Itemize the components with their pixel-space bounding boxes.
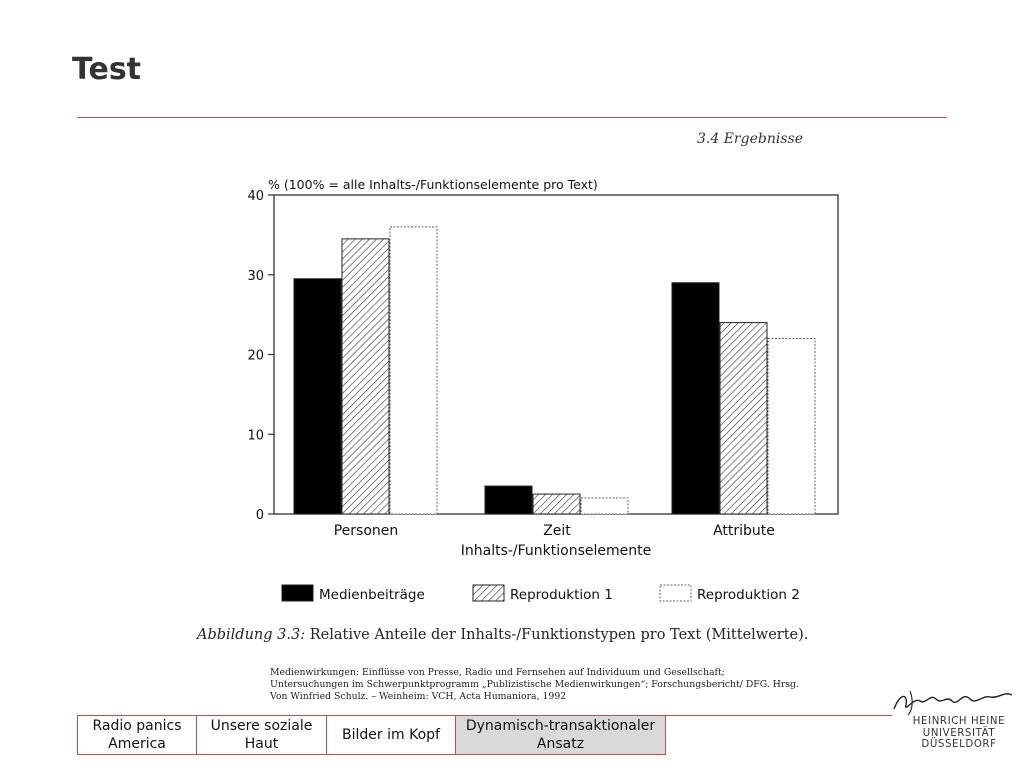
- source-line: Von Winfried Schulz. – Weinheim: VCH, Acta Humaniora, 1992: [270, 691, 567, 702]
- section-heading: 3.4 Ergebnisse: [697, 131, 803, 147]
- legend-swatch: [660, 585, 691, 601]
- nav-item-label: Radio panics America: [92, 718, 182, 752]
- y-tick-label: 10: [247, 428, 264, 444]
- nav-item-label: Dynamisch-transaktionaler Ansatz: [465, 718, 656, 752]
- bar: [485, 486, 532, 514]
- bar: [342, 239, 389, 514]
- bar: [581, 498, 628, 514]
- nav-item-bilder-im-kopf[interactable]: [326, 715, 456, 755]
- y-tick-label: 40: [247, 189, 264, 204]
- x-tick-label: Personen: [333, 523, 399, 539]
- slide-title: Test: [72, 52, 142, 87]
- x-tick-label: Zeit: [543, 523, 571, 539]
- legend-label: Reproduktion 2: [697, 587, 800, 603]
- bar: [720, 323, 767, 514]
- logo-line: HEINRICH HEINE: [912, 716, 1006, 727]
- signature-icon: [890, 687, 1018, 717]
- logo-text: [909, 716, 1009, 751]
- caption-text: Relative Anteile der Inhalts-/Funktionstypen pro Text (Mittelwerte).: [305, 627, 809, 643]
- y-tick-label: 20: [247, 348, 264, 364]
- nav-item-dynamisch-transaktional[interactable]: [455, 715, 666, 755]
- y-tick-label: 0: [255, 508, 264, 523]
- source-note: [270, 667, 799, 703]
- y-axis-label: % (100% = alle Inhalts-/Funktionselemente pro Text): [268, 177, 598, 192]
- logo-line: DÜSSELDORF: [921, 739, 997, 750]
- bar: [294, 279, 341, 514]
- y-tick-label: 30: [247, 268, 264, 284]
- bar: [768, 339, 815, 514]
- figure-caption: [197, 627, 808, 643]
- nav-item-unsere-soziale-haut[interactable]: [196, 715, 327, 755]
- nav-item-label: Unsere soziale Haut: [210, 718, 313, 752]
- nav-item-radio-panics[interactable]: [77, 715, 197, 755]
- bar: [533, 494, 580, 514]
- source-line: Medienwirkungen: Einflüsse von Presse, Radio und Fernsehen auf Individuum und Gesellschaft;: [270, 667, 725, 678]
- bar: [672, 283, 719, 514]
- bar: [390, 227, 437, 514]
- university-logo: [890, 687, 1018, 765]
- legend-swatch: [282, 585, 313, 601]
- legend-label: Reproduktion 1: [510, 587, 613, 603]
- logo-line: UNIVERSITÄT: [922, 727, 996, 739]
- legend-label: Medienbeiträge: [319, 587, 425, 603]
- caption-lead: Abbildung 3.3:: [197, 627, 306, 643]
- x-axis-label: Inhalts-/Funktionselemente: [460, 543, 652, 559]
- source-line: Untersuchungen im Schwerpunktprogramm „Publizistische Medienwirkungen“; Forschungsbericht/ DFG. Hrsg.: [270, 679, 799, 690]
- nav-item-label: Bilder im Kopf: [342, 727, 440, 743]
- x-tick-label: Attribute: [713, 523, 775, 539]
- legend-swatch: [473, 585, 504, 601]
